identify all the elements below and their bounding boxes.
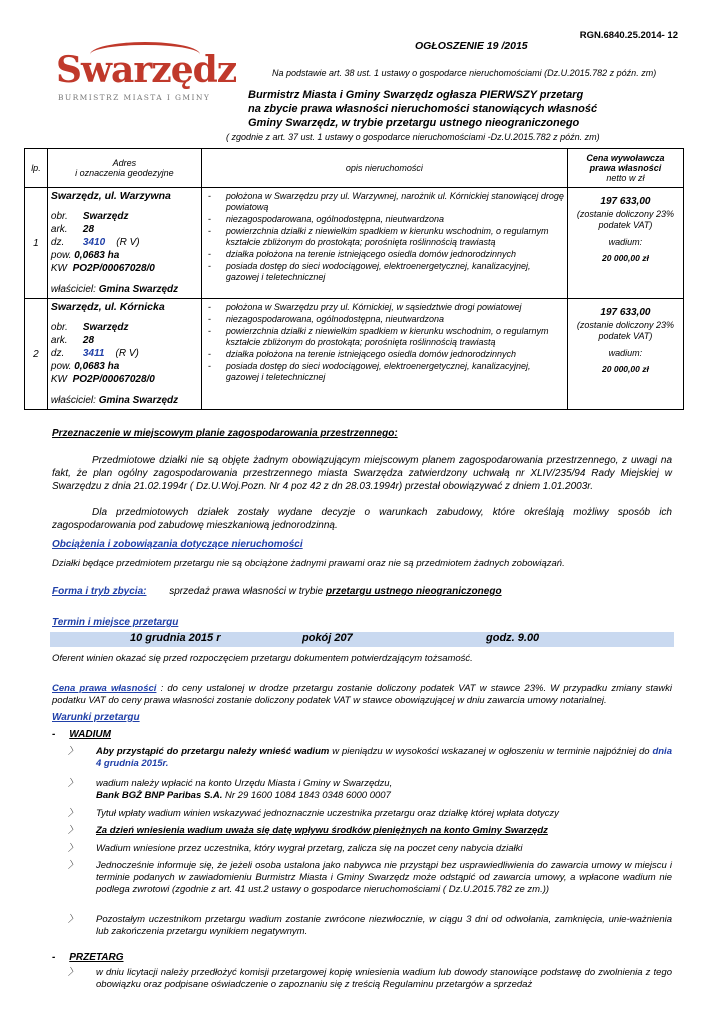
- reference-number: RGN.6840.25.2014- 12: [579, 30, 678, 41]
- list-item: - powierzchnia działki z niewielkim spadkiem w kierunku wschodnim, o regularnym kształcie zbliżonym do prostokąta; porośnięta roślinnością trawiastą: [208, 326, 564, 348]
- wadium-heading-text: WADIUM: [69, 729, 111, 740]
- price-heading: Cena prawa własności: [52, 683, 157, 694]
- obr-value: Swarzędz: [82, 211, 129, 222]
- term-heading: Termin i miejsce przetargu: [52, 617, 179, 628]
- col-price-l2: prawa własności: [589, 163, 662, 173]
- list-item: [68, 860, 672, 896]
- table-row: [25, 188, 684, 299]
- bullet-icon: 〉: [68, 860, 78, 871]
- p1-text: w dniu licytacji należy przedłożyć komisji przetargowej kopię wniesienia wadium lub dowody stanowiące podstawę do zwolnienia z tego obowiązku oraz podpisane oświadczenie o zapoznaniu się z treścią Regulaminu przetargów a sprzedaż: [96, 967, 672, 990]
- kw-label: KW: [50, 374, 67, 385]
- wadium-label: wadium:: [608, 348, 643, 358]
- dz-value: 3410: [82, 237, 106, 248]
- list-item: - działka położona na terenie istniejącego osiedla domów jednorodzinnych: [208, 249, 564, 260]
- col-lp: lp.: [25, 149, 48, 188]
- price-section: [52, 683, 672, 707]
- col-address: [47, 149, 201, 188]
- term-hour: godz. 9.00: [486, 632, 540, 644]
- list-item: - powierzchnia działki z niewielkim spadkiem w kierunku wschodnim, o regularnym kształcie zbliżonym do prostokąta; porośnięta roślinnością trawiastą: [208, 226, 564, 248]
- wadium-dash: -: [52, 729, 56, 740]
- list-item: - niezagospodarowana, ogólnodostępna, nieutwardzona: [208, 314, 564, 325]
- logo-wordmark: Swarzędz: [56, 49, 237, 91]
- bullet-icon: 〉: [68, 778, 78, 789]
- list-item: - niezagospodarowana, ogólnodostępna, nieutwardzona: [208, 214, 564, 225]
- w2-bank: Bank BGŻ BNP Paribas S.A.: [96, 790, 223, 801]
- list-item: - posiada dostęp do sieci wodociągowej, elektroenergetycznej, kanalizacyjnej, gazowej i teletechnicznej: [208, 261, 564, 283]
- pow-value: 0,0683 ha: [74, 361, 120, 372]
- bullet-icon: 〉: [68, 808, 78, 819]
- row-description: [201, 188, 567, 299]
- owner-label: właściciel:: [50, 284, 96, 295]
- kw-value: PO2P/00067028/0: [72, 374, 155, 385]
- owner-value: Gmina Swarzędz: [98, 284, 179, 295]
- wadium-label: wadium:: [608, 237, 643, 247]
- term-note: Oferent winien okazać się przed rozpoczęciem przetargu dokumentem potwierdzającym tożsamość.: [52, 653, 473, 664]
- w2-text: wadium należy wpłacić na konto Urzędu Miasta i Gminy w Swarzędzu,: [96, 778, 393, 789]
- row-address: [47, 188, 201, 299]
- list-item: [68, 825, 672, 837]
- row-address: [47, 299, 201, 410]
- przetarg-dash: -: [52, 952, 56, 963]
- row-description: [201, 299, 567, 410]
- owner-label: właściciel:: [50, 395, 96, 406]
- list-item: [68, 914, 672, 938]
- price-text: : do ceny ustalonej w drodze przetargu zostanie doliczony podatek VAT w stawce 23%. W przypadku zmiany stawki podatku VAT do ceny prawa własności zostanie doliczony podatek VAT w stawce obowiązującej w dniu zawarcia umowy notarialnej.: [52, 683, 673, 706]
- bullet-icon: 〉: [68, 843, 78, 854]
- col-price-l3: netto w zł: [606, 173, 645, 183]
- bullet-icon: 〉: [68, 746, 78, 757]
- kw-label: KW: [50, 263, 67, 274]
- col-address-l1: Adres: [112, 158, 137, 168]
- swarzedz-logo: [56, 38, 237, 102]
- w1-date: dnia 4 grudnia 2015r.: [96, 746, 672, 769]
- form-text-underlined: przetargu ustnego nieograniczonego: [325, 586, 502, 597]
- list-item: [68, 967, 672, 991]
- burdens-text: Działki będące przedmiotem przetargu nie są obciążone żadnymi prawami oraz nie są przedmiotem żadnych zobowiązań.: [52, 558, 565, 569]
- kw-value: PO2P/00067028/0: [72, 263, 155, 274]
- wadium-value: 20 000,00 zł: [602, 364, 649, 374]
- obr-label: obr.: [50, 322, 68, 333]
- row-lp: 1: [25, 188, 48, 299]
- pow-label: pow.: [50, 361, 72, 372]
- col-address-l2: i oznaczenia geodezyjne: [75, 168, 174, 178]
- w2-account: Nr 29 1600 1084 1843 0348 6000 0007: [222, 790, 391, 801]
- form-text: sprzedaż prawa własności w trybie: [169, 586, 326, 597]
- w5-text: Wadium wniesione przez uczestnika, który wygrał przetarg, zalicza się na poczet ceny nabycia działki: [96, 843, 523, 854]
- col-price: [567, 149, 683, 188]
- title-line-2: na zbycie prawa własności nieruchomości stanowiących własność: [248, 103, 598, 115]
- row-price: [567, 188, 683, 299]
- announcement-number: OGŁOSZENIE 19 /2015: [415, 40, 528, 52]
- row-street: Swarzędz, ul. Kórnicka: [50, 301, 165, 313]
- list-item: [68, 808, 672, 820]
- przetarg-heading: [52, 952, 124, 963]
- ark-value: 28: [82, 224, 95, 235]
- row-price: [567, 299, 683, 410]
- list-item: - działka położona na terenie istniejącego osiedla domów jednorodzinnych: [208, 349, 564, 360]
- burdens-heading: Obciążenia i zobowiązania dotyczące nieruchomości: [52, 539, 303, 550]
- price-value: 197 633,00: [600, 307, 651, 318]
- row-lp: 2: [25, 299, 48, 410]
- ark-label: ark.: [50, 335, 68, 346]
- przetarg-heading-text: PRZETARG: [69, 952, 124, 963]
- conditions-heading: Warunki przetargu: [52, 712, 140, 723]
- form-section: [52, 586, 502, 597]
- dz-class: (R V): [116, 237, 140, 248]
- col-description: opis nieruchomości: [201, 149, 567, 188]
- title-line-4: ( zgodnie z art. 37 ust. 1 ustawy o gospodarce nieruchomościami -Dz.U.2015.782 z późn. zm): [226, 132, 600, 142]
- logo-subtitle: BURMISTRZ MIASTA I GMINY: [58, 93, 211, 102]
- bullet-icon: 〉: [68, 825, 78, 836]
- price-note: (zostanie doliczony 23% podatek VAT): [576, 320, 674, 341]
- plan-paragraph-1: Przedmiotowe działki nie są objęte żadnym obowiązującym miejscowym planem zagospodarowania przestrzennego, z uwagi na fakt, że plan ogólny zagospodarowania przestrzennego miasta Swarzędza zatwierdzony uchwałą nr XLIV/235/94 Rady Miejskiej w Swarzędzu z dnia 21.02.1994r ( Dz.U.Woj.Pozn. Nr 4 poz 42 z dn 28.03.1994r) przestał obowiązywać z dniem 1.01.2003r.: [52, 455, 672, 492]
- bullet-icon: 〉: [68, 914, 78, 925]
- wadium-value: 20 000,00 zł: [602, 253, 649, 263]
- list-item: - posiada dostęp do sieci wodociągowej, elektroenergetycznej, kanalizacyjnej, gazowej i teletechnicznej: [208, 361, 564, 383]
- dz-label: dz.: [50, 348, 65, 359]
- list-item: [68, 843, 672, 855]
- form-heading: Forma i tryb zbycia:: [52, 586, 147, 597]
- pow-value: 0,0683 ha: [74, 250, 120, 261]
- w6-text: Jednocześnie informuje się, że jeżeli osoba ustalona jako nabywca nie przystąpi bez usprawiedliwienia do zawarcia umowy w miejscu i terminie podanych w zawiadomieniu Burmistrz Miasta i Gminy Swarzędz może odstąpić od zawarcia umowy, a wpłacone wadium nie podlega zwrotowi (zgodnie z art. 41 ust.2 ustawy o gospodarce nieruchomościami ( Dz.U.2015.782 ze zm.)): [96, 860, 672, 895]
- list-item: - położona w Swarzędzu przy ul. Kórnickiej, w sąsiedztwie drogi powiatowej: [208, 302, 564, 313]
- list-item: [68, 746, 672, 770]
- property-table: [24, 148, 684, 410]
- list-item: - położona w Swarzędzu przy ul. Warzywnej, narożnik ul. Kórnickiej stanowiącej drogę powiatową: [208, 191, 564, 213]
- obr-value: Swarzędz: [82, 322, 129, 333]
- dz-class: (R V): [115, 348, 139, 359]
- ark-label: ark.: [50, 224, 68, 235]
- announcement-title: [226, 88, 668, 144]
- owner-value: Gmina Swarzędz: [98, 395, 179, 406]
- w1-bold: Aby przystąpić do przetargu należy wnieść wadium: [96, 746, 330, 757]
- w1-text: w pieniądzu w wysokości wskazanej w ogłoszeniu w terminie najpóźniej do: [329, 746, 653, 757]
- term-room: pokój 207: [302, 632, 353, 644]
- col-price-l1: Cena wywoławcza: [586, 153, 665, 163]
- bullet-icon: 〉: [68, 967, 78, 978]
- plan-heading: Przeznaczenie w miejscowym planie zagospodarowania przestrzennego:: [52, 428, 398, 439]
- wadium-heading: [52, 729, 111, 740]
- legal-basis: Na podstawie art. 38 ust. 1 ustawy o gospodarce nieruchomościami (Dz.U.2015.782 z późn. zm): [272, 68, 657, 78]
- term-date: 10 grudnia 2015 r: [130, 632, 221, 644]
- w7-text: Pozostałym uczestnikom przetargu wadium zostanie zwrócone niezwłocznie, w ciągu 3 dni od odwołania, zamknięcia, unie-ważnienia lub zakończenia przetargu wynikiem negatywnym.: [96, 914, 672, 937]
- price-note: (zostanie doliczony 23% podatek VAT): [576, 209, 674, 230]
- row-street: Swarzędz, ul. Warzywna: [50, 190, 171, 202]
- price-value: 197 633,00: [600, 196, 651, 207]
- term-bar: [50, 632, 674, 647]
- pow-label: pow.: [50, 250, 72, 261]
- table-row: [25, 299, 684, 410]
- obr-label: obr.: [50, 211, 68, 222]
- plan-paragraph-2: Dla przedmiotowych działek zostały wydane decyzje o warunkach zabudowy, które określają możliwy sposób ich zagospodarowania pod zabudowę mieszkaniową jednorodzinną.: [52, 507, 672, 531]
- dz-value: 3411: [82, 348, 105, 359]
- w3-text: Tytuł wpłaty wadium winien wskazywać jednoznacznie uczestnika przetargu oraz działkę której wpłata dotyczy: [96, 808, 559, 819]
- ark-value: 28: [82, 335, 95, 346]
- title-line-1: Burmistrz Miasta i Gminy Swarzędz ogłasza PIERWSZY przetarg: [248, 89, 584, 101]
- table-header-row: [25, 149, 684, 188]
- w4-text: Za dzień wniesienia wadium uważa się datę wpływu środków pieniężnych na konto Gminy Swarzędz: [96, 825, 548, 836]
- list-item: [68, 778, 672, 802]
- dz-label: dz.: [50, 237, 65, 248]
- title-line-3: Gminy Swarzędz, w trybie przetargu ustnego nieograniczonego: [248, 117, 580, 129]
